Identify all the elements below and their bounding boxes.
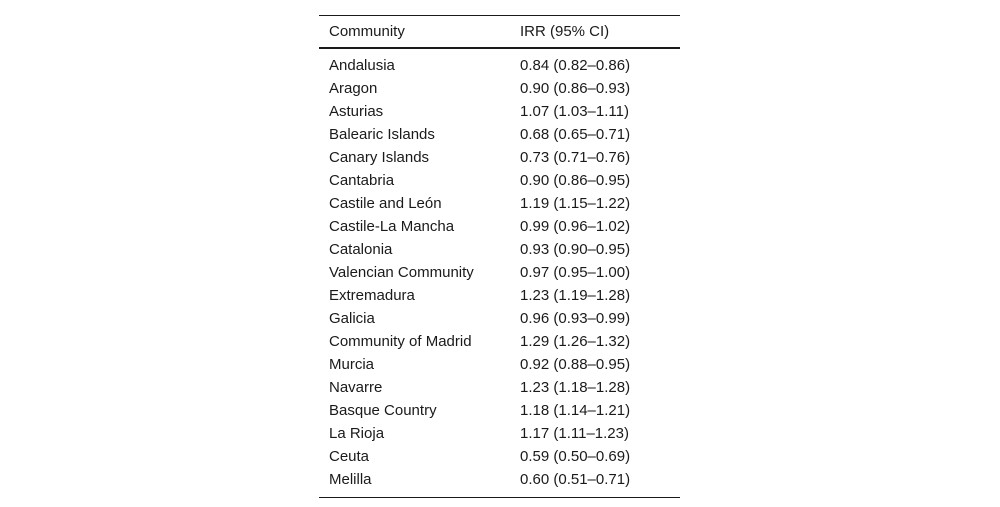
- header-row: [319, 16, 680, 49]
- irr-cell: 0.73 (0.71–0.76): [520, 149, 631, 166]
- irr-cell: 0.96 (0.93–0.99): [520, 310, 631, 327]
- table-row: [319, 399, 680, 422]
- irr-cell: 1.18 (1.14–1.21): [520, 402, 631, 419]
- community-cell: La Rioja: [329, 425, 385, 442]
- community-cell: Andalusia: [329, 57, 395, 74]
- table-header: [319, 16, 680, 49]
- header-irr: IRR (95% CI): [520, 23, 610, 40]
- community-cell: Melilla: [329, 471, 372, 488]
- irr-table: [319, 15, 680, 498]
- irr-cell: 0.90 (0.86–0.95): [520, 172, 631, 189]
- irr-cell: 0.60 (0.51–0.71): [520, 471, 631, 488]
- community-cell: Extremadura: [329, 287, 415, 304]
- table-row: [319, 100, 680, 123]
- table-row: [319, 48, 680, 77]
- table-row: [319, 353, 680, 376]
- table-row: [319, 445, 680, 468]
- community-cell: Canary Islands: [329, 149, 430, 166]
- table-row: [319, 146, 680, 169]
- header-community: Community: [329, 23, 405, 40]
- community-cell: Catalonia: [329, 241, 393, 258]
- irr-cell: 0.97 (0.95–1.00): [520, 264, 631, 281]
- table-row: [319, 123, 680, 146]
- community-cell: Castile-La Mancha: [329, 218, 455, 235]
- irr-cell: 0.99 (0.96–1.02): [520, 218, 631, 235]
- irr-cell: 0.90 (0.86–0.93): [520, 80, 631, 97]
- community-cell: Basque Country: [329, 402, 437, 419]
- table-row: [319, 192, 680, 215]
- community-cell: Valencian Community: [329, 264, 474, 281]
- table-row: [319, 284, 680, 307]
- irr-table-container: [319, 15, 680, 498]
- table-row: [319, 261, 680, 284]
- irr-cell: 0.92 (0.88–0.95): [520, 356, 631, 373]
- irr-cell: 1.19 (1.15–1.22): [520, 195, 631, 212]
- irr-cell: 1.23 (1.18–1.28): [520, 379, 631, 396]
- irr-cell: 1.17 (1.11–1.23): [520, 425, 629, 442]
- irr-cell: 0.59 (0.50–0.69): [520, 448, 631, 465]
- community-cell: Galicia: [329, 310, 375, 327]
- community-cell: Aragon: [329, 80, 378, 97]
- table-row: [319, 77, 680, 100]
- table-row: [319, 422, 680, 445]
- table-row: [319, 215, 680, 238]
- irr-cell: 0.68 (0.65–0.71): [520, 126, 631, 143]
- community-cell: Balearic Islands: [329, 126, 435, 143]
- irr-cell: 1.29 (1.26–1.32): [520, 333, 631, 350]
- table-row: [319, 376, 680, 399]
- community-cell: Navarre: [329, 379, 383, 396]
- community-cell: Community of Madrid: [329, 333, 472, 350]
- community-cell: Murcia: [329, 356, 375, 373]
- table-row: [319, 468, 680, 498]
- table-row: [319, 238, 680, 261]
- community-cell: Cantabria: [329, 172, 395, 189]
- irr-cell: 0.93 (0.90–0.95): [520, 241, 631, 258]
- community-cell: Ceuta: [329, 448, 370, 465]
- community-cell: Asturias: [329, 103, 384, 120]
- irr-cell: 1.07 (1.03–1.11): [520, 103, 629, 120]
- table-body: [319, 48, 680, 498]
- table-row: [319, 330, 680, 353]
- table-row: [319, 307, 680, 330]
- community-cell: Castile and León: [329, 195, 442, 212]
- table-row: [319, 169, 680, 192]
- irr-cell: 1.23 (1.19–1.28): [520, 287, 631, 304]
- irr-cell: 0.84 (0.82–0.86): [520, 57, 631, 74]
